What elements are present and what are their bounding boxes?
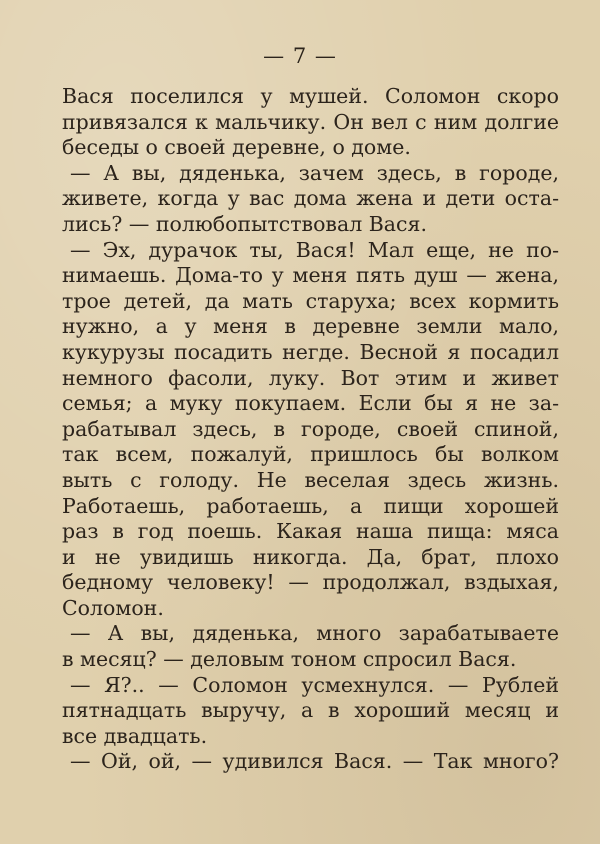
text-line: — А вы, дяденька, зачем здесь, в городе, [70, 160, 559, 185]
text-line: рабатывал здесь, в городе, своей спиной, [62, 416, 559, 441]
text-line: нимаешь. Дома-то у меня пять душ — жена, [62, 263, 559, 288]
text-line: бедному человеку! — продолжал, вздыхая, [62, 570, 559, 595]
text-line: — Ой, ой, — удивился Вася. — Так много? [70, 749, 559, 774]
text-line: Работаешь, работаешь, а пищи хорошей [62, 493, 559, 518]
text-line: Соломон. [62, 595, 164, 620]
page-number: — 7 — [263, 44, 337, 68]
text-line: нужно, а у меня в деревне земли мало, [62, 314, 559, 339]
text-line: — А вы, дяденька, много зарабатываете [70, 621, 559, 646]
text-line: — Я?.. — Соломон усмехнулся. — Рублей [70, 672, 559, 697]
text-line: в месяц? — деловым тоном спросил Вася. [62, 647, 517, 672]
text-line: и не увидишь никогда. Да, брат, плохо [62, 544, 559, 569]
text-line: выть с голоду. Не веселая здесь жизнь. [62, 467, 559, 492]
text-line: семья; а муку покупаем. Если бы я не за- [62, 391, 559, 416]
text-line: лись? — полюбопытствовал Вася. [62, 211, 427, 236]
text-line: раз в год поешь. Какая наша пища: мяса [62, 519, 559, 544]
text-line: — Эх, дурачок ты, Вася! Мал еще, не по- [70, 237, 559, 262]
body-text [62, 84, 559, 775]
text-line: кукурузы посадить негде. Весной я посадил [62, 339, 559, 364]
text-line: пятнадцать выручу, а в хороший месяц и [62, 698, 559, 723]
text-line: так всем, пожалуй, пришлось бы волком [62, 442, 559, 467]
text-line: беседы о своей деревне, о доме. [62, 135, 411, 160]
text-line: все двадцать. [62, 723, 208, 748]
text-line: привязался к мальчику. Он вел с ним долгие [62, 109, 559, 134]
text-line: трое детей, да мать старуха; всех кормить [62, 288, 559, 313]
text-line: живете, когда у вас дома жена и дети оста- [62, 186, 559, 211]
text-line: немного фасоли, луку. Вот этим и живет [62, 365, 559, 390]
text-line: Вася поселился у мушей. Соломон скоро [62, 84, 559, 108]
